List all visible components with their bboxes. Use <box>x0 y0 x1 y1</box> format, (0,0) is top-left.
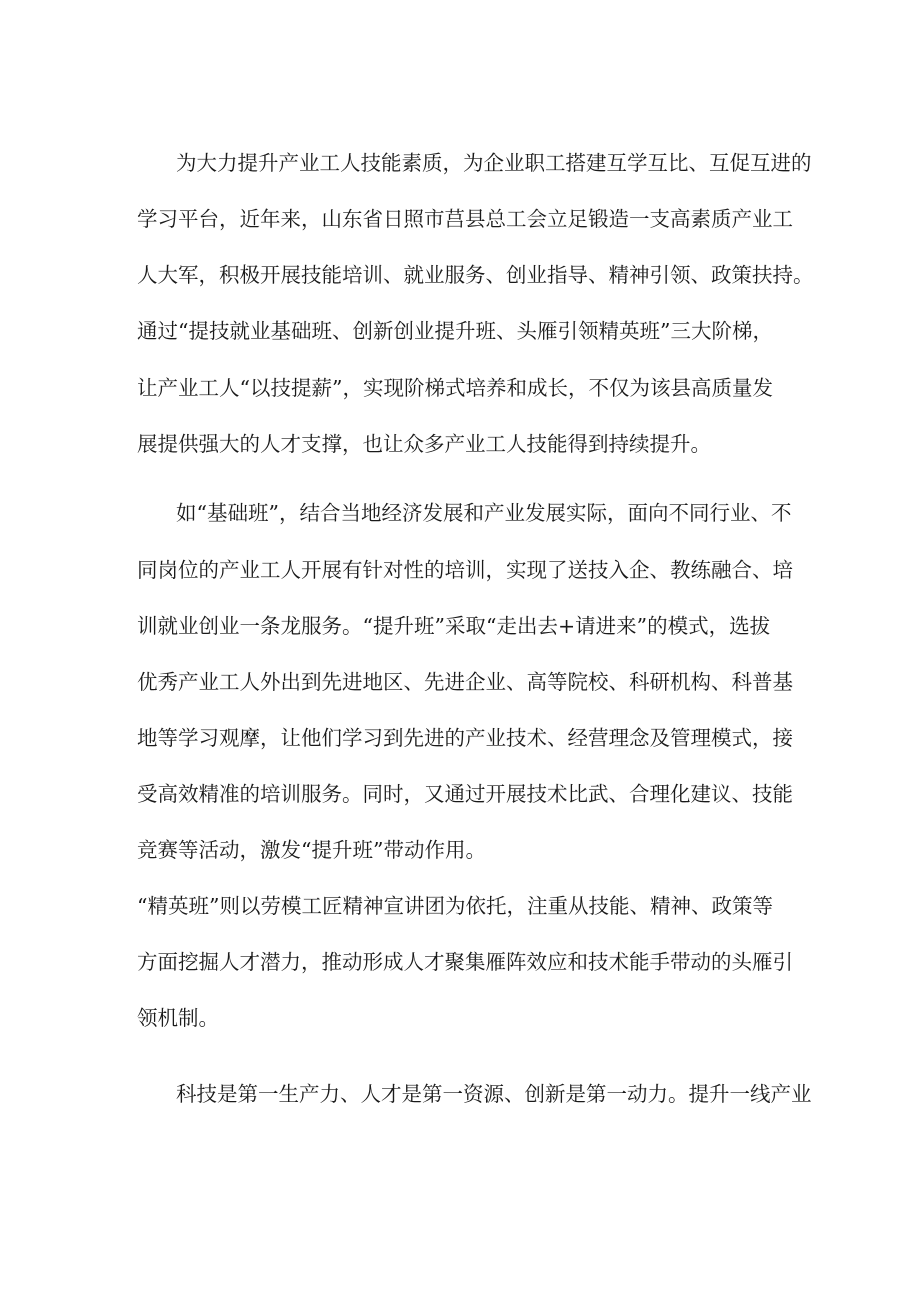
paragraph-line: 为大力提升产业工人技能素质，为企业职工搭建互学互比、互促互进的 <box>176 151 812 175</box>
paragraph-line: 如“基础班”，结合当地经济发展和产业发展实际，面向不同行业、不 <box>176 501 792 525</box>
paragraph-line: 竞赛等活动，激发“提升班”带动作用。 <box>137 838 486 862</box>
paragraph-line: 展提供强大的人才支撑，也让众多产业工人技能得到持续提升。 <box>137 432 711 456</box>
paragraph-line: 受高效精准的培训服务。同时，又通过开展技术比武、合理化建议、技能 <box>137 782 793 806</box>
paragraph-line: 领机制。 <box>137 1006 219 1030</box>
paragraph-line: “精英班”则以劳模工匠精神宣讲团为依托，注重从技能、精神、政策等 <box>137 894 773 918</box>
paragraph-line: 人大军，积极开展技能培训、就业服务、创业指导、精神引领、政策扶持。 <box>137 263 814 287</box>
paragraph-line: 方面挖掘人才潜力，推动形成人才聚集雁阵效应和技术能手带动的头雁引 <box>137 950 793 974</box>
paragraph-line: 优秀产业工人外出到先进地区、先进企业、高等院校、科研机构、科普基 <box>137 670 793 694</box>
paragraph-line: 通过“提技就业基础班、创新创业提升班、头雁引领精英班”三大阶梯， <box>137 319 773 343</box>
paragraph-line: 科技是第一生产力、人才是第一资源、创新是第一动力。提升一线产业 <box>176 1082 812 1106</box>
paragraph-line: 同岗位的产业工人开展有针对性的培训，实现了送技入企、教练融合、培 <box>137 558 793 582</box>
paragraph-line: 学习平台，近年来，山东省日照市莒县总工会立足锻造一支高素质产业工 <box>137 207 793 231</box>
paragraph-line: 地等学习观摩，让他们学习到先进的产业技术、经营理念及管理模式，接 <box>137 726 793 750</box>
paragraph-line: 让产业工人“以技提薪”，实现阶梯式培养和成长，不仅为该县高质量发 <box>137 376 773 400</box>
paragraph-line: 训就业创业一条龙服务。“提升班”采取“走出去+请进来”的模式，选拔 <box>137 614 771 638</box>
